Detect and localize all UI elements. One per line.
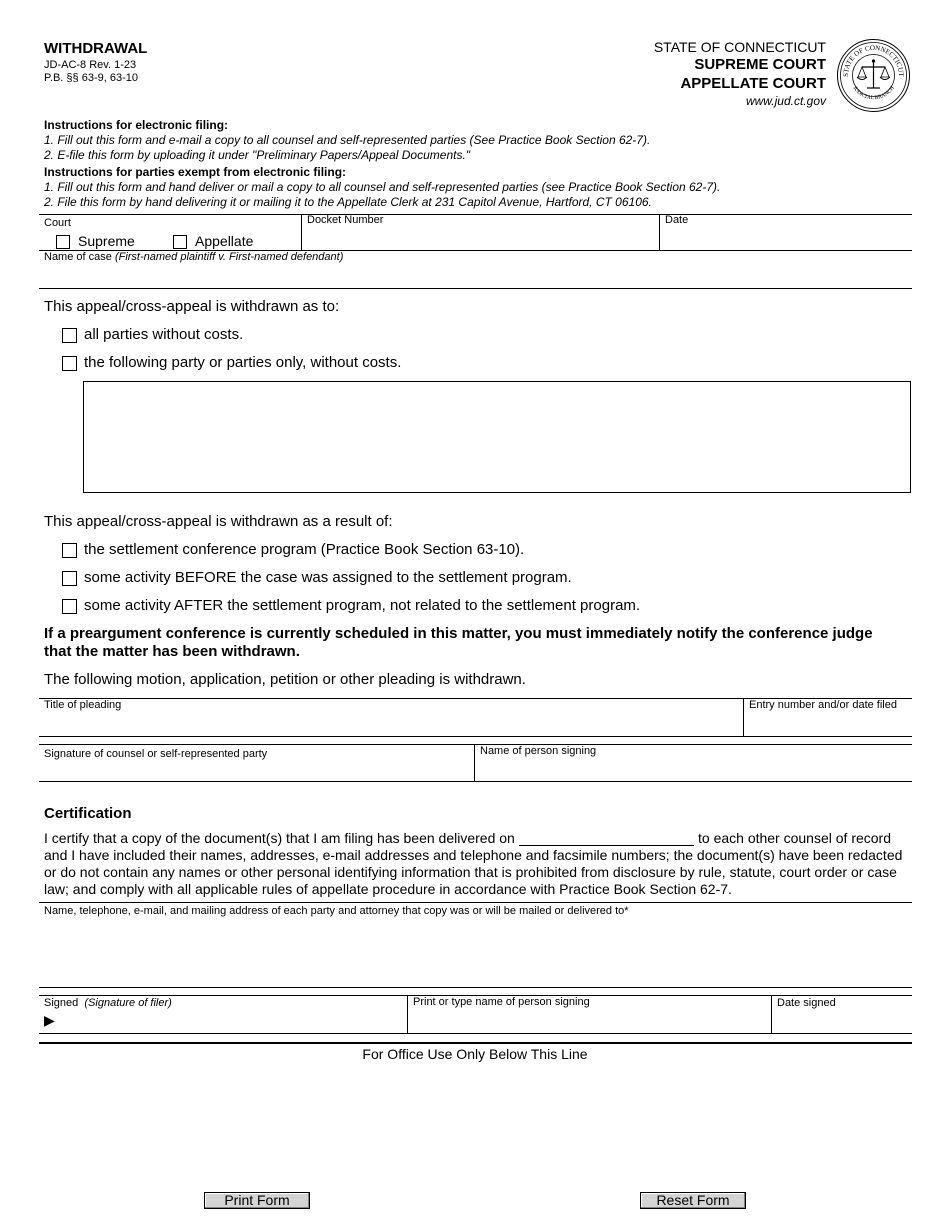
office-use-label: For Office Use Only Below This Line [362, 1046, 588, 1062]
certification-text: I certify that a copy of the document(s) that I am filing has been delivered on to each other counsel of record and I have included their names, addresses, e-mail addresses and telephone and facsimile numbers; the document(s) have been redacted or do not contain any names or other personal identifying information that is prohibited from disclosure by rule, statute, court order or case law; and comply with all applicable rules of appellate procedure in accordance with Practice Book Section 62-7. [44, 830, 903, 897]
electronic-instruction-2: 2. E-file this form by uploading it under "Preliminary Papers/Appeal Documents." [44, 148, 471, 162]
after-settlement-label: some activity AFTER the settlement program, not related to the settlement program. [84, 597, 641, 614]
divider [301, 214, 302, 250]
divider [407, 995, 408, 1033]
exempt-instruction-1: 1. Fill out this form and hand deliver or mail a copy to all counsel and self-represented parties (see Practice Book Section 62-7). [44, 180, 721, 194]
case-name-hint: (First-named plaintiff v. First-named defendant) [114, 251, 344, 263]
case-name-input[interactable] [42, 264, 908, 286]
state-name: STATE OF CONNECTICUT [653, 39, 826, 55]
form-code: JD-AC-8 Rev. 1-23 [44, 59, 137, 71]
electronic-instructions [44, 118, 924, 163]
parties-text-area[interactable] [83, 381, 911, 493]
after-settlement-checkbox[interactable] [62, 599, 77, 614]
withdrawn-as-to-heading: This appeal/cross-appeal is withdrawn as to: [44, 298, 340, 315]
divider [39, 781, 912, 782]
seal-text-top: STATE OF CONNECTICUT [841, 43, 906, 77]
divider [771, 995, 772, 1033]
divider [39, 736, 912, 737]
divider [39, 288, 912, 289]
signed-label: Signed (Signature of filer) [44, 997, 172, 1009]
delivery-date-input[interactable] [519, 845, 694, 846]
print-name-label: Print or type name of person signing [413, 996, 590, 1008]
divider [743, 698, 744, 736]
entry-number-label: Entry number and/or date filed [749, 699, 897, 711]
date-signed-label: Date signed [777, 997, 836, 1009]
withdrawn-result-heading: This appeal/cross-appeal is withdrawn as a result of: [44, 513, 393, 530]
divider [39, 744, 912, 745]
state-seal-icon [836, 38, 911, 113]
reset-form-button[interactable]: Reset Form [640, 1192, 746, 1209]
all-parties-checkbox[interactable] [62, 328, 77, 343]
electronic-instructions-heading: Instructions for electronic filing: [44, 118, 229, 132]
divider [39, 987, 912, 988]
title-of-pleading-input[interactable] [42, 713, 740, 734]
settlement-program-checkbox[interactable] [62, 543, 77, 558]
name-of-person-signing-label: Name of person signing [480, 745, 597, 757]
before-settlement-checkbox[interactable] [62, 571, 77, 586]
exempt-instructions [44, 165, 924, 210]
signed-hint: (Signature of filer) [84, 997, 172, 1009]
all-parties-label: all parties without costs. [84, 326, 244, 343]
website: www.jud.ct.gov [745, 94, 826, 108]
court-label: Court [44, 217, 71, 229]
parties-address-label: Name, telephone, e-mail, and mailing address of each party and attorney that copy was or will be mailed or delivered to* [44, 905, 629, 917]
counsel-signature-label: Signature of counsel or self-represented party [44, 748, 268, 760]
appellate-court-heading: APPELLATE COURT [680, 75, 826, 92]
date-input[interactable] [661, 228, 909, 248]
following-parties-checkbox[interactable] [62, 356, 77, 371]
docket-number-input[interactable] [303, 228, 655, 248]
electronic-instruction-1: 1. Fill out this form and e-mail a copy to all counsel and self-represented parties (See Practice Book Section 62-7). [44, 133, 651, 147]
date-signed-input[interactable] [773, 1011, 909, 1031]
name-of-person-signing-input[interactable] [476, 760, 909, 779]
divider [39, 1033, 912, 1034]
before-settlement-label: some activity BEFORE the case was assigned to the settlement program. [84, 569, 572, 586]
filer-signature-field[interactable] [62, 1012, 402, 1031]
divider [659, 214, 660, 250]
practice-book-ref: P.B. §§ 63-9, 63-10 [44, 72, 138, 84]
case-name-label: Name of case (First-named plaintiff v. First-named defendant) [44, 251, 344, 263]
preargument-notice: If a preargument conference is currently scheduled in this matter, you must immediately notify the conference judge that the matter has been withdrawn. [44, 625, 873, 660]
signature-arrow-icon: ▶ [44, 1012, 55, 1028]
date-label: Date [665, 214, 689, 226]
supreme-court-heading: SUPREME COURT [694, 56, 826, 73]
exempt-instruction-2: 2. File this form by hand delivering it or mailing it to the Appellate Clerk at 231 Capitol Avenue, Hartford, CT 06106. [44, 195, 652, 209]
entry-number-input[interactable] [745, 713, 909, 734]
divider [39, 214, 912, 215]
title-of-pleading-label: Title of pleading [44, 699, 122, 711]
divider [39, 902, 912, 903]
office-use-divider [39, 1042, 912, 1044]
counsel-signature-field[interactable] [42, 762, 471, 780]
settlement-program-label: the settlement conference program (Practice Book Section 63-10). [84, 541, 525, 558]
exempt-instructions-heading: Instructions for parties exempt from electronic filing: [44, 165, 347, 179]
print-form-button[interactable]: Print Form [204, 1192, 310, 1209]
supreme-label: Supreme [78, 233, 135, 249]
appellate-label: Appellate [195, 233, 254, 249]
divider [474, 744, 475, 781]
certification-heading: Certification [44, 805, 132, 822]
seal-text-bottom: JUDICIAL BRANCH [851, 85, 896, 102]
appellate-checkbox[interactable] [173, 235, 187, 249]
parties-address-input[interactable] [42, 920, 908, 982]
following-parties-label: the following party or parties only, without costs. [84, 354, 402, 371]
supreme-checkbox[interactable] [56, 235, 70, 249]
form-title: WITHDRAWAL [44, 40, 148, 57]
docket-number-label: Docket Number [307, 214, 384, 226]
print-name-input[interactable] [409, 1011, 768, 1031]
pleading-sentence: The following motion, application, petition or other pleading is withdrawn. [44, 671, 526, 688]
